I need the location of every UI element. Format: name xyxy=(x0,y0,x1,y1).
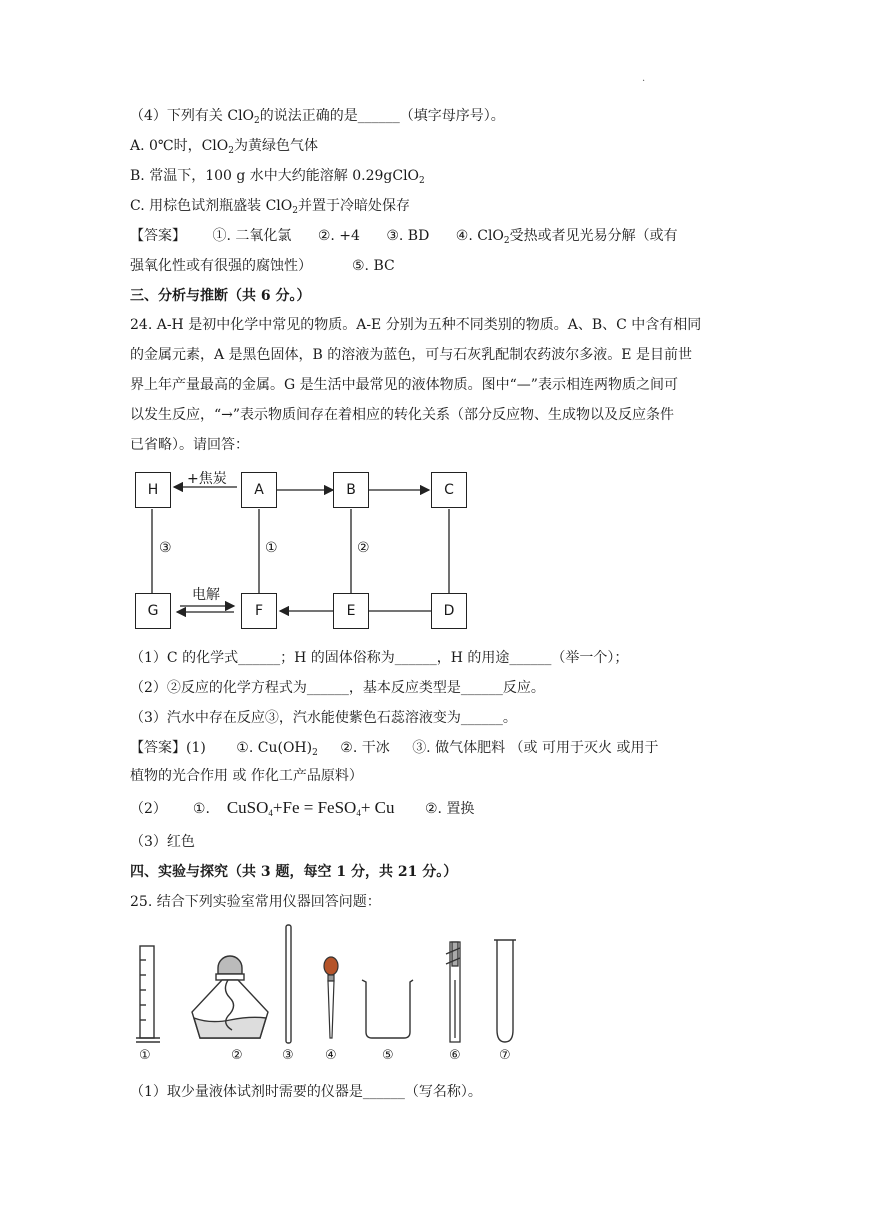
node-h: H xyxy=(135,472,171,508)
section3-title: 三、分析与推断（共 6 分。） xyxy=(130,288,311,304)
graduated-cylinder-icon xyxy=(136,946,160,1042)
instrument-number-6: ⑥ xyxy=(449,1048,461,1063)
q24-line-1: 24. A-H 是初中化学中常见的物质。A-E 分别为五种不同类别的物质。A、B、C 中含有相同 xyxy=(130,317,702,333)
diagram-connectors xyxy=(130,462,480,637)
node-b: B xyxy=(333,472,369,508)
q24-line-2: 的金属元素，A 是黑色固体，B 的溶液为蓝色，可与石灰乳配制农药波尔多液。E 是目前世 xyxy=(130,347,692,363)
node-e: E xyxy=(333,593,369,629)
q24-line-3: 界上年产量最高的金属。G 是生活中最常见的液体物质。图中“—”表示相连两物质之间可 xyxy=(130,377,678,393)
node-d: D xyxy=(431,593,467,629)
instrument-number-1: ① xyxy=(139,1048,151,1063)
label-coke: +焦炭 xyxy=(187,471,227,487)
label-link-3: ③ xyxy=(159,540,172,556)
reaction-diagram xyxy=(130,462,480,637)
answer-label: 【答案】 xyxy=(130,740,186,756)
q4-stem: （4）下列有关 ClO$_2$的说法正确的是______（填字母序号）。 xyxy=(130,108,505,126)
q25-stem: 25. 结合下列实验室常用仪器回答问题： xyxy=(130,894,381,910)
q24-sub3: （3）汽水中存在反应③，汽水能使紫色石蕊溶液变为______。 xyxy=(130,710,517,726)
q24-line-4: 以发生反应，“→”表示物质间存在着相应的转化关系（部分反应物、生成物以及反应条件 xyxy=(130,407,675,423)
instrument-number-4: ④ xyxy=(325,1048,337,1063)
alcohol-lamp-icon xyxy=(192,956,268,1038)
answer-label: 【答案】 xyxy=(130,228,186,244)
beaker-icon xyxy=(362,980,413,1038)
glass-rod-icon xyxy=(286,925,291,1043)
q24-answer: 【答案】(1) ①. $Cu(OH)_2$ ②. 干冰 ③. 做气体肥料 （或 可用于灭火 或用于 xyxy=(130,740,659,758)
instrument-number-3: ③ xyxy=(282,1048,294,1063)
instrument-number-7: ⑦ xyxy=(499,1048,511,1063)
q25-sub1: （1）取少量液体试剂时需要的仪器是______（写名称）。 xyxy=(130,1084,482,1100)
q4-answer-cont: 强氧化性或有很强的腐蚀性） ⑤. BC xyxy=(130,258,395,274)
label-link-2: ② xyxy=(357,540,370,556)
q4-option-c: C. 用棕色试剂瓶盛装 ClO$_2$并置于冷暗处保存 xyxy=(130,198,410,216)
dropper-icon xyxy=(324,957,338,1038)
node-a: A xyxy=(241,472,277,508)
equation: CuSO$_4$+Fe = FeSO$_4$+ Cu xyxy=(226,798,395,818)
section4-title: 四、实验与探究（共 3 题，每空 1 分，共 21 分。） xyxy=(130,864,458,880)
q24-answer-2: （2） ①. CuSO$_4$+Fe = FeSO$_4$+ Cu ②. 置换 xyxy=(130,798,475,818)
test-tube-holder-icon xyxy=(446,942,460,1042)
q24-sub2: （2）②反应的化学方程式为______，基本反应类型是______反应。 xyxy=(130,680,545,696)
q4-option-b: B. 常温下，100 g 水中大约能溶解 0.29gClO$_2$ xyxy=(130,168,425,186)
page-mark: · xyxy=(642,76,646,87)
q24-answer-3: （3）红色 xyxy=(130,834,195,850)
node-f: F xyxy=(241,593,277,629)
q24-answer-cont: 植物的光合作用 或 作化工产品原料） xyxy=(130,768,363,784)
instrument-number-2: ② xyxy=(231,1048,243,1063)
node-c: C xyxy=(431,472,467,508)
node-g: G xyxy=(135,593,171,629)
label-link-1: ① xyxy=(265,540,278,556)
label-electrolysis: 电解 xyxy=(192,587,220,603)
q4-answer: 【答案】 ①. 二氧化氯 ②. +4 ③. BD ④. ClO$_2$受热或者见光易分解（或有 xyxy=(130,228,678,246)
instruments-figure xyxy=(130,920,530,1070)
instruments-drawing xyxy=(130,920,530,1045)
q4-option-a: A. 0℃时，ClO$_2$为黄绿色气体 xyxy=(130,138,318,156)
q24-line-5: 已省略）。请回答： xyxy=(130,437,249,453)
q24-sub1: （1）C 的化学式______；H 的固体俗称为______，H 的用途______（举一个）； xyxy=(130,650,629,666)
test-tube-icon xyxy=(494,940,516,1042)
instrument-number-5: ⑤ xyxy=(382,1048,394,1063)
